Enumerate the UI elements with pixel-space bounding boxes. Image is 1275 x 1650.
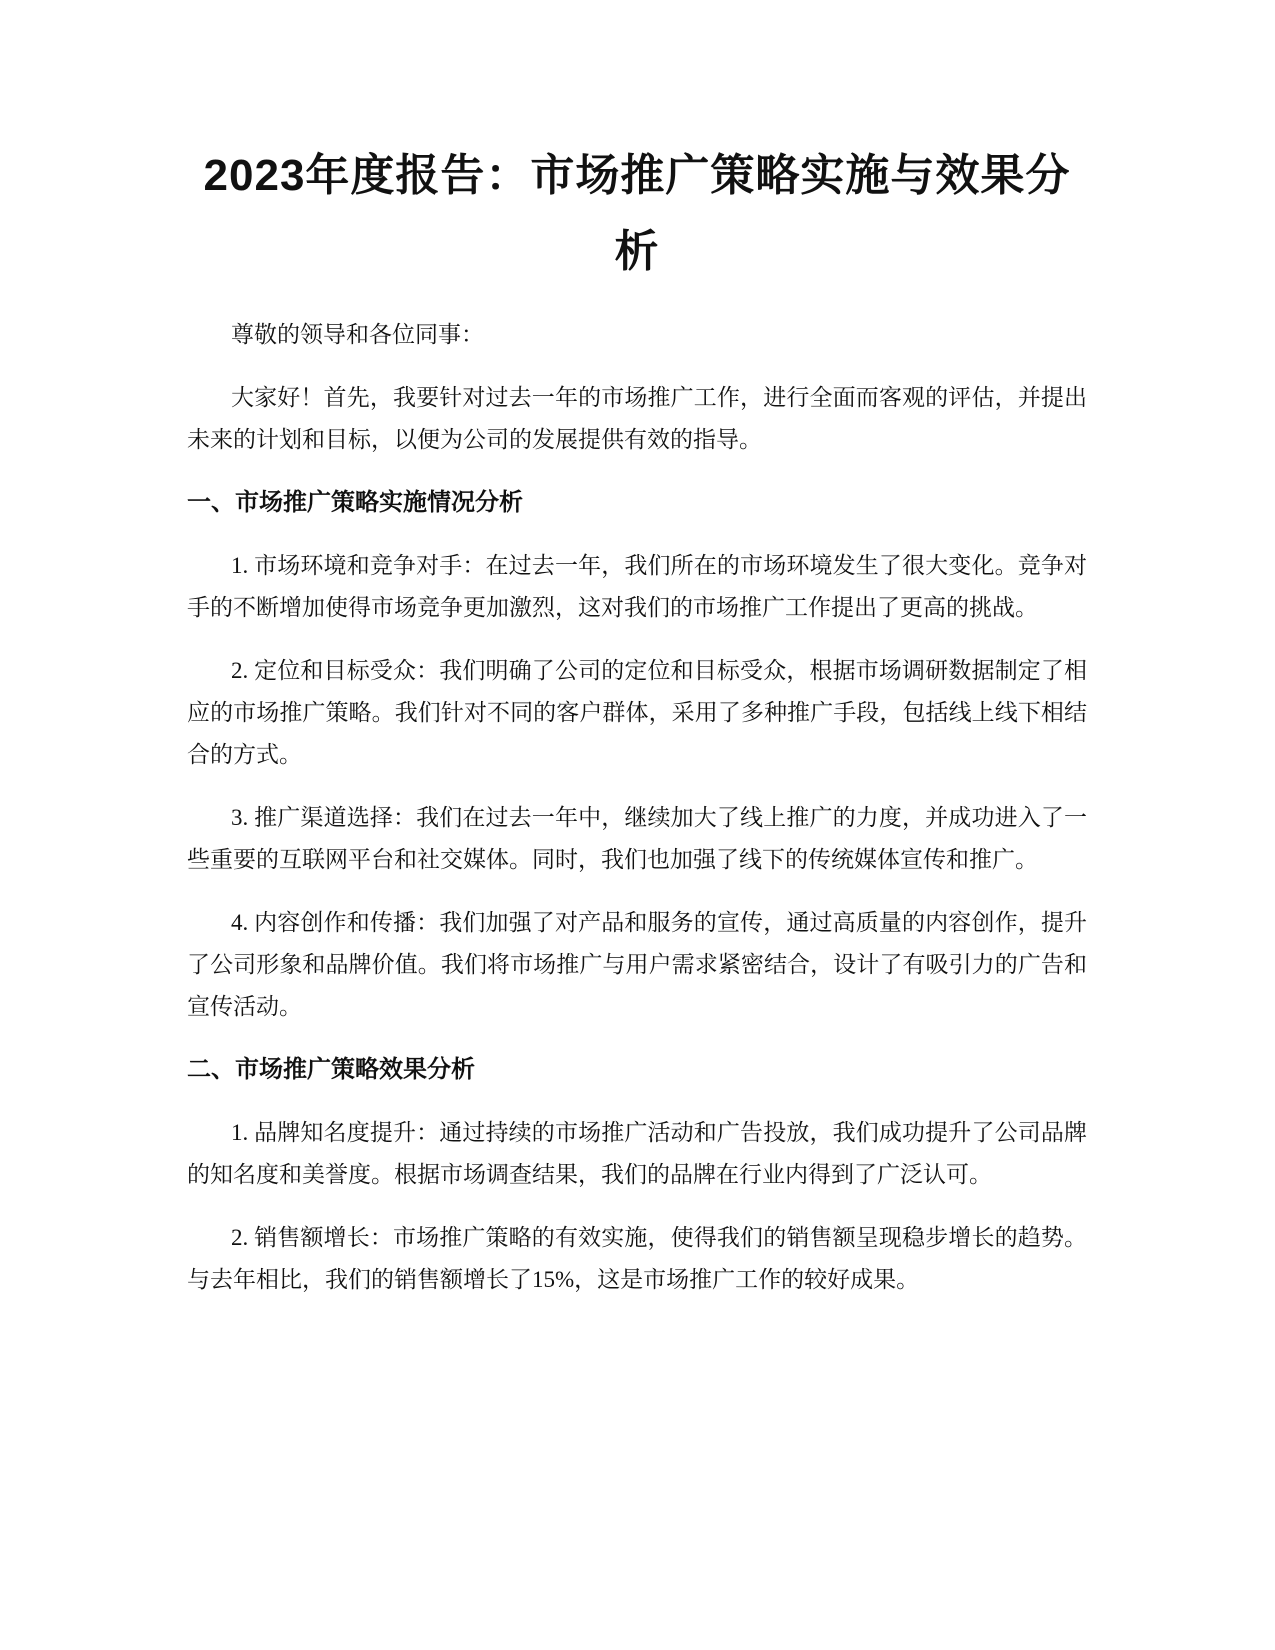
section1-paragraph-3: 3. 推广渠道选择：我们在过去一年中，继续加大了线上推广的力度，并成功进入了一些重要的互联网平台和社交媒体。同时，我们也加强了线下的传统媒体宣传和推广。 bbox=[187, 805, 1087, 872]
section1-paragraph-4: 4. 内容创作和传播：我们加强了对产品和服务的宣传，通过高质量的内容创作，提升了公司形象和品牌价值。我们将市场推广与用户需求紧密结合，设计了有吸引力的广告和宣传活动。 bbox=[187, 910, 1087, 1019]
section1-paragraph-2: 2. 定位和目标受众：我们明确了公司的定位和目标受众，根据市场调研数据制定了相应的市场推广策略。我们针对不同的客户群体，采用了多种推广手段，包括线上线下相结合的方式。 bbox=[187, 658, 1087, 767]
section2-paragraph-1: 1. 品牌知名度提升：通过持续的市场推广活动和广告投放，我们成功提升了公司品牌的知名度和美誉度。根据市场调查结果，我们的品牌在行业内得到了广泛认可。 bbox=[187, 1120, 1087, 1187]
intro-paragraph: 大家好！首先，我要针对过去一年的市场推广工作，进行全面而客观的评估，并提出未来的计划和目标，以便为公司的发展提供有效的指导。 bbox=[187, 385, 1087, 452]
section2-paragraph-2: 2. 销售额增长：市场推广策略的有效实施，使得我们的销售额呈现稳步增长的趋势。与去年相比，我们的销售额增长了15%，这是市场推广工作的较好成果。 bbox=[187, 1225, 1087, 1292]
document-title: 2023年度报告：市场推广策略实施与效果分析 bbox=[203, 151, 1071, 276]
section1-paragraph-1: 1. 市场环境和竞争对手：在过去一年，我们所在的市场环境发生了很大变化。竞争对手的不断增加使得市场竞争更加激烈，这对我们的市场推广工作提出了更高的挑战。 bbox=[187, 553, 1087, 620]
section-heading-implementation: 一、市场推广策略实施情况分析 bbox=[187, 489, 523, 516]
section-heading-effects: 二、市场推广策略效果分析 bbox=[187, 1056, 475, 1083]
greeting: 尊敬的领导和各位同事： bbox=[231, 322, 484, 347]
document-content bbox=[187, 138, 1087, 1322]
